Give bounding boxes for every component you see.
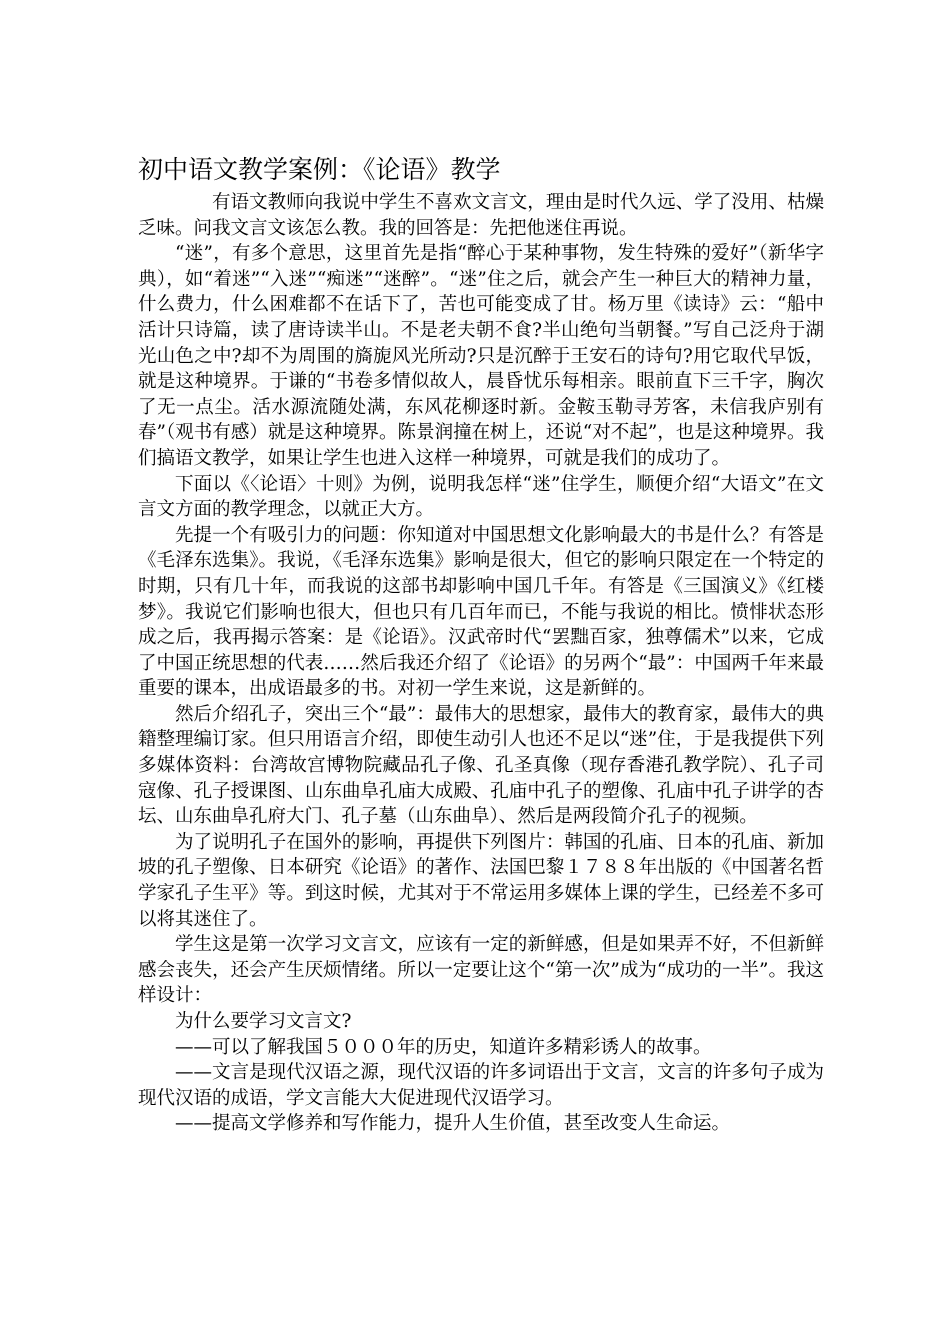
- paragraph-mi-meaning: “迷”，有多个意思，这里首先是指“醉心于某种事物，发生特殊的爱好”（新华字典），如“着迷”“入迷”“痴迷”“迷醉”。“迷”住之后，就会产生一种巨大的精神力量，什么费力，什么困难都不在话下了，苦也可能变成了甘。杨万里《读诗》云：“船中活计只诗篇，读了唐诗读半山。不是老夫朝不食?半山绝句当朝餐。”写自己泛舟于湖光山色之中?却不为周围的旖旎风光所动?只是沉醉于王安石的诗句?用它取代早饭，就是这种境界。于谦的“书卷多情似故人，晨昏忧乐每相亲。眼前直下三千字，胸次了无一点尘。活水源流随处满，东风花柳逐时新。金鞍玉勒寻芳客，未信我庐别有春”（观书有感）就是这种境界。陈景润撞在树上，还说“对不起”，也是这种境界。我们搞语文教学，如果让学生也进入这样一种境界，可就是我们的成功了。: [138, 243, 824, 469]
- list-item-literacy: ——提高文学修养和写作能力，提升人生价值，甚至改变人生命运。: [175, 1113, 731, 1135]
- paragraph-confucius: 然后介绍孔子，突出三个“最”：最伟大的思想家，最伟大的教育家，最伟大的典籍整理编订家。但只用语言介绍，即使生动引人也还不足以“迷”住，于是我提供下列多媒体资料：台湾故宫博物院藏品孔子像、孔圣真像（现存香港孔教学院）、孔子司寇像、孔子授课图、山东曲阜孔庙大成殿、孔庙中孔子的塑像、孔庙中孔子讲学的杏坛、山东曲阜孔府大门、孔子墓（山东曲阜）、然后是两段简介孔子的视频。: [138, 703, 824, 828]
- paragraph-lunyu-example: 下面以《〈论语〉十则》为例，说明我怎样“迷”住学生，顺便介绍“大语文”在文言文方面的教学理念，以就正大方。: [138, 473, 824, 521]
- list-item-history: ——可以了解我国５０００年的历史，知道许多精彩诱人的故事。: [175, 1036, 712, 1058]
- paragraph-first-time: 学生这是第一次学习文言文，应该有一定的新鲜感，但是如果弄不好，不但新鲜感会丧失，还会产生厌烦情绪。所以一定要让这个“第一次”成为“成功的一半”。我这样设计：: [138, 934, 824, 1007]
- document-body: [138, 190, 824, 1137]
- paragraph-why-classical: 为什么要学习文言文?: [175, 1011, 352, 1032]
- document-title: 初中语文教学案例：《论语》教学: [138, 155, 501, 184]
- paragraph-intro: 有语文教师向我说中学生不喜欢文言文，理由是时代久远、学了没用、枯燥乏味。问我文言文该怎么教。我的回答是：先把他迷住再说。: [138, 192, 824, 239]
- paragraph-foreign-influence: 为了说明孔子在国外的影响，再提供下列图片：韩国的孔庙、日本的孔庙、新加坡的孔子塑像、日本研究《论语》的著作、法国巴黎１７８８年出版的《中国著名哲学家孔子生平》等。到这时候，尤其对于不常运用多媒体上课的学生，已经差不多可以将其迷住了。: [138, 831, 824, 930]
- list-item-source: ——文言是现代汉语之源，现代汉语的许多词语出于文言，文言的许多句子成为现代汉语的成语，学文言能大大促进现代汉语学习。: [138, 1062, 824, 1109]
- document-content: [138, 152, 824, 1137]
- paragraph-question: 先提一个有吸引力的问题：你知道对中国思想文化影响最大的书是什么？有答是《毛泽东选集》。我说，《毛泽东选集》影响是很大，但它的影响只限定在一个特定的时期，只有几十年，而我说的这部书却影响中国几千年。有答是《三国演义》《红楼梦》。我说它们影响也很大，但也只有几百年而已，不能与我说的相比。愤悱状态形成之后，我再揭示答案：是《论语》。汉武帝时代“罢黜百家，独尊儒术”以来，它成了中国正统思想的代表……然后我还介绍了《论语》的另两个“最”：中国两千年来最重要的课本，出成语最多的书。对初一学生来说，这是新鲜的。: [138, 524, 824, 700]
